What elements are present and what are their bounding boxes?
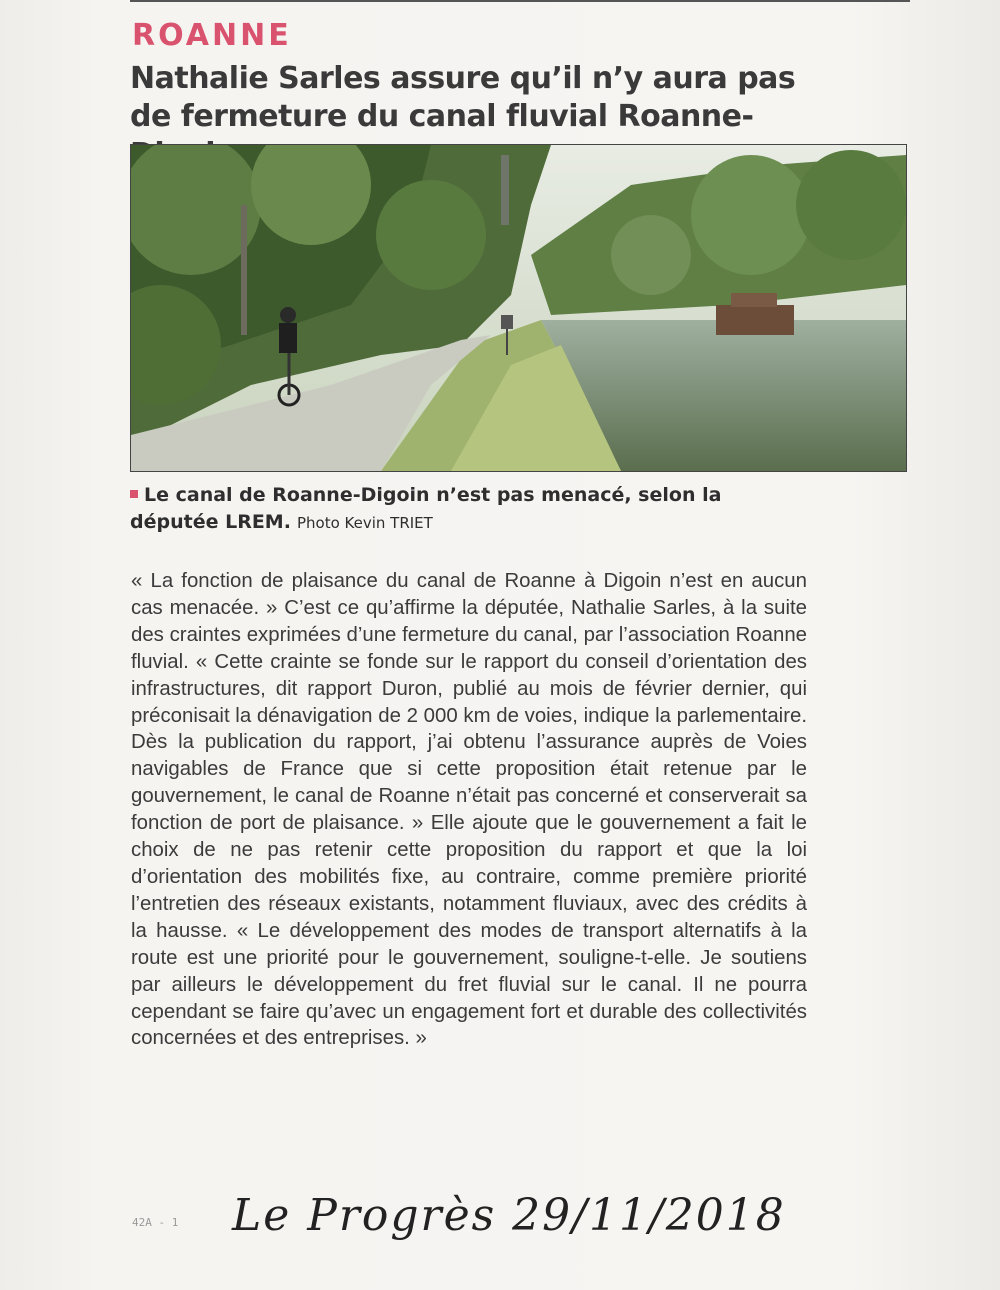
- handwritten-source-note: Le Progrès 29/11/2018: [232, 1190, 786, 1241]
- canal-photo-illustration: [131, 145, 906, 471]
- caption-bullet-icon: [130, 490, 138, 498]
- page-reference: 42A - 1: [132, 1216, 179, 1229]
- photo-caption: [130, 482, 770, 537]
- article-body: [131, 568, 807, 1052]
- section-rubric: ROANNE: [132, 18, 292, 53]
- top-rule: [130, 0, 910, 2]
- article-headline: Nathalie Sarles assure qu’il n’y aura pas de fermeture du canal fluvial Roanne-: [130, 61, 796, 134]
- caption-text: Le canal de Roanne-Digoin n’est pas menacé, selon la députée LREM.: [130, 484, 722, 533]
- photo-credit: Photo Kevin TRIET: [296, 514, 433, 532]
- article-paragraph: « La fonction de plaisance du canal de Roanne à Digoin n’est en aucun cas menacée. » C’est ce qu’affirme la députée, Nathalie Sarles, à la suite des craintes exprimées d’une fermeture du canal, par l’association Roanne fluvial. « Cette crainte se fonde sur le rapport du conseil d’orientation des infrastructures, dit rapport Duron, publié au mois de février dernier, qui préconisait la dénavigation de 2 000 km de voies, indique la parlementaire. Dès la publication du rapport, j’ai obtenu l’assurance auprès de Voies navigables de France que si cette proposition était retenue par le gouvernement, le canal de Roanne n’était pas concerné et conserverait sa fonction de port de plaisance. » Elle ajoute que le gouvernement a fait le choix de ne pas retenir cette proposition du rapport et que la loi d’orientation des mobilités fixe, au contraire, comme première priorité l’entretien des réseaux existants, notamment fluviaux, avec des crédits à la hausse. « Le développement des modes de transport alternatifs à la route est une priorité pour le gouvernement, souligne-t-elle. Je soutiens par ailleurs le développement du fret fluvial sur le canal. Il ne pourra cependant se faire qu’avec un engagement fort et durable des collectivités concernées et des entreprises. »: [131, 570, 807, 1050]
- article-photo: [130, 144, 907, 472]
